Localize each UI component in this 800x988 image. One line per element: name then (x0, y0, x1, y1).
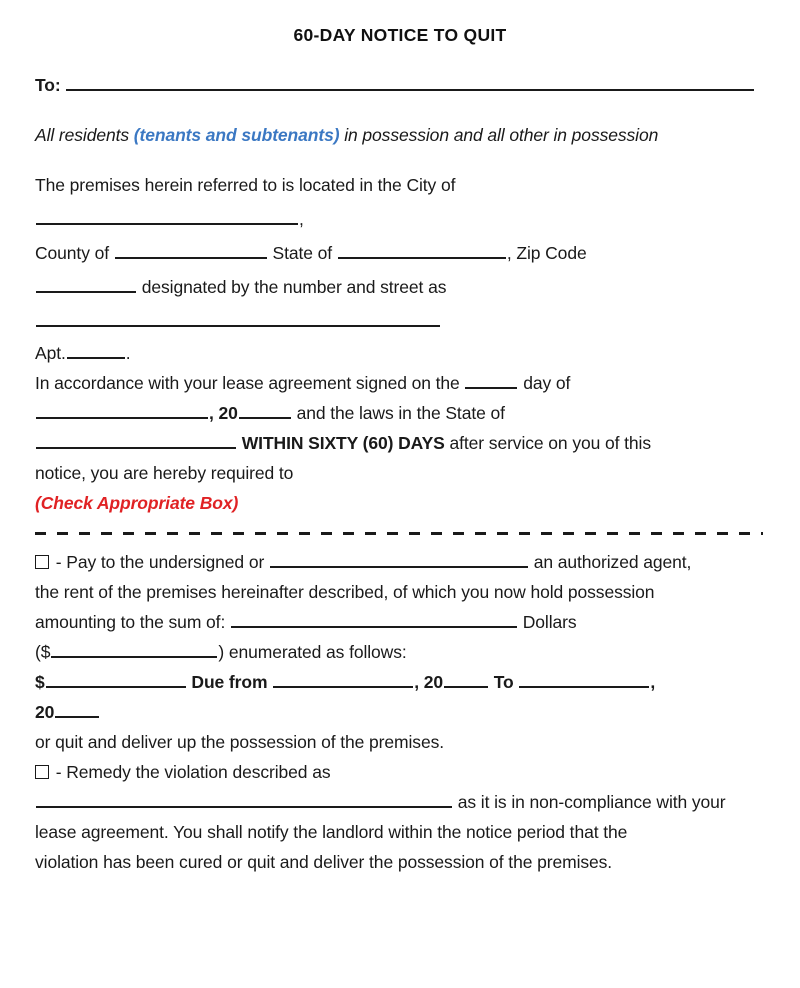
zip-blank-field[interactable] (36, 275, 136, 293)
accordance-line-3 (35, 428, 765, 458)
due-from-year-blank-field[interactable] (444, 670, 488, 688)
schedule-amount-blank-field[interactable] (46, 670, 186, 688)
to-label: To: (35, 75, 61, 95)
page-title: 60-DAY NOTICE TO QUIT (293, 25, 507, 45)
residents-parenthetical: (tenants and subtenants) (133, 125, 340, 145)
state-law-blank-field[interactable] (36, 431, 236, 449)
agent-blank-field[interactable] (270, 550, 528, 568)
amount-blank-field[interactable] (51, 640, 217, 658)
zip-designated-line (35, 270, 765, 304)
apt-line (35, 338, 765, 368)
to-word: To (493, 672, 514, 692)
schedule-comma-year-a: , 20 (414, 672, 443, 692)
residents-suffix: in possession and all other in possession (339, 125, 659, 145)
apt-label: Apt. (35, 343, 66, 363)
check-appropriate-box-note: (Check Appropriate Box) (35, 493, 239, 513)
accordance-text-2: day of (523, 373, 571, 393)
option-pay-line-3 (35, 607, 765, 637)
to-blank-field[interactable] (66, 73, 754, 91)
paren-close: ) (218, 642, 225, 662)
option-pay-text-4: amounting to the sum of: (35, 612, 226, 632)
option-remedy-line-3 (35, 817, 765, 847)
accordance-text-1: In accordance with your lease agreement signed on the (35, 373, 460, 393)
zip-label: Zip Code (516, 243, 587, 263)
premises-intro-line (35, 168, 765, 202)
accordance-text-4: after service on you of this (449, 433, 651, 453)
street-blank-field[interactable] (36, 309, 440, 327)
option-pay-text-3: the rent of the premises hereinafter described, of which you now hold possession (35, 582, 655, 602)
option-remedy-line-2 (35, 787, 765, 817)
schedule-trailing-comma: , (650, 672, 656, 692)
paren-dollar: ($ (35, 642, 51, 662)
empty-checkbox-icon-pay[interactable] (35, 555, 49, 569)
state-label: State of (272, 243, 333, 263)
option-remedy-text-2: as it is in non-compliance with your (457, 792, 726, 812)
apt-blank-field[interactable] (67, 341, 125, 359)
schedule-year-prefix: 20 (35, 702, 55, 722)
accordance-text-5: notice, you are hereby required to (35, 463, 294, 483)
option-pay-line-2 (35, 577, 765, 607)
to-line (35, 68, 765, 102)
county-label: County of (35, 243, 110, 263)
violation-blank-field[interactable] (36, 790, 452, 808)
year-blank-field[interactable] (239, 401, 291, 419)
designated-text: designated by the number and street as (141, 277, 447, 297)
option-pay-text-2: an authorized agent, (533, 552, 692, 572)
option-pay-schedule-line (35, 667, 765, 697)
accordance-text-3: and the laws in the State of (296, 403, 505, 423)
option-remedy-text-4: violation has been cured or quit and deliver the possession of the premises. (35, 852, 613, 872)
option-pay-text-1: Pay to the undersigned or (66, 552, 265, 572)
option-pay-line-1 (35, 547, 765, 577)
due-to-blank-field[interactable] (519, 670, 649, 688)
street-line (35, 304, 765, 338)
residents-prefix: All residents (35, 125, 134, 145)
option-remedy-text-1: Remedy the violation described as (66, 762, 331, 782)
accordance-line-2 (35, 398, 765, 428)
option-remedy-line-1 (35, 757, 765, 787)
accordance-comma-year: , 20 (209, 403, 238, 423)
option-remedy-line-4 (35, 847, 765, 877)
county-blank-field[interactable] (115, 241, 267, 259)
document-body (35, 62, 765, 877)
accordance-line-4 (35, 458, 765, 488)
option-pay-dash: - (55, 552, 62, 572)
enumerated-text: enumerated as follows: (228, 642, 407, 662)
option-pay-line-4 (35, 637, 765, 667)
due-from-label: Due from (191, 672, 268, 692)
dollars-word: Dollars (522, 612, 577, 632)
state-blank-field[interactable] (338, 241, 506, 259)
day-blank-field[interactable] (465, 371, 517, 389)
due-from-blank-field[interactable] (273, 670, 413, 688)
option-remedy-dash: - (55, 762, 62, 782)
within-sixty-days-text: WITHIN SIXTY (60) DAYS (241, 433, 445, 453)
city-comma: , (299, 209, 304, 229)
residents-line (35, 118, 765, 152)
month-blank-field[interactable] (36, 401, 208, 419)
state-comma: , (506, 243, 512, 263)
city-blank-field[interactable] (36, 207, 298, 225)
empty-checkbox-icon-remedy[interactable] (35, 765, 49, 779)
or-quit-text: or quit and deliver up the possession of the premises. (35, 732, 445, 752)
check-box-note-line (35, 488, 765, 518)
dollar-sign: $ (35, 672, 45, 692)
sum-blank-field[interactable] (231, 610, 517, 628)
option-pay-line-5 (35, 727, 765, 757)
dashed-separator-icon (35, 532, 763, 535)
apt-period: . (125, 343, 131, 363)
city-line (35, 202, 765, 236)
option-pay-schedule-year-line (35, 697, 765, 727)
accordance-line-1 (35, 368, 765, 398)
due-to-year-blank-field[interactable] (55, 700, 99, 718)
option-remedy-text-3: lease agreement. You shall notify the landlord within the notice period that the (35, 822, 628, 842)
county-state-zip-line (35, 236, 765, 270)
premises-intro-text: The premises herein referred to is located in the City of (35, 175, 456, 195)
